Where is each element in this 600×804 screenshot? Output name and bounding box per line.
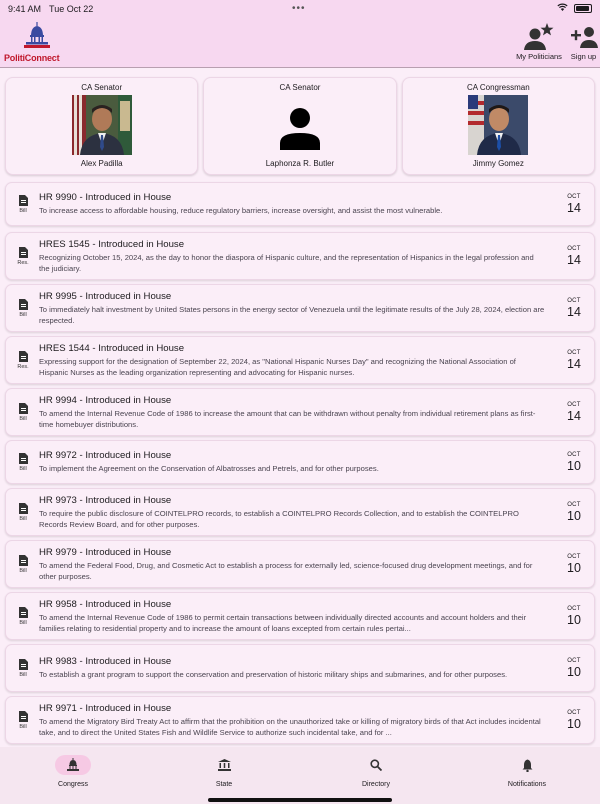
bill-title: HR 9994 - Introduced in House [39, 394, 172, 406]
document-icon [19, 247, 28, 258]
bill-day: 14 [567, 200, 581, 215]
bill-title: HR 9979 - Introduced in House [39, 546, 172, 558]
bill-type [12, 593, 34, 639]
bill-date [554, 233, 594, 279]
bill-type-label: Bill [19, 465, 27, 472]
bill-type-label: Bill [19, 515, 27, 522]
bill-date [554, 541, 594, 587]
nav-notifications[interactable] [487, 755, 567, 788]
bill-card[interactable] [5, 696, 595, 744]
bill-type-label: Bill [19, 723, 27, 730]
bill-day: 10 [567, 458, 581, 473]
bill-type-label: Bill [19, 619, 27, 626]
bank-icon [218, 759, 231, 771]
bill-type [12, 285, 34, 331]
bill-type-label: Bill [19, 567, 27, 574]
person-placeholder-icon [270, 95, 330, 155]
bill-card[interactable] [5, 592, 595, 640]
capitol-logo-icon [24, 22, 50, 50]
bill-description: To amend the Migratory Bird Treaty Act to affirm that the prohibition on the unauthorized take or killing of migratory birds of that Act includes incidental take, and to direct the United States Fish and Wildlife Service to authorize such incidental take, and for ... [39, 716, 541, 737]
document-icon [19, 351, 28, 362]
wifi-icon [557, 3, 568, 13]
app-logo[interactable] [4, 22, 70, 64]
bill-title: HRES 1544 - Introduced in House [39, 342, 185, 354]
bill-description: To require the public disclosure of COINTELPRO records, to establish a COINTELPRO Records Collection, and to establish the COINTELPRO Records Review Board, and for other purposes. [39, 508, 519, 529]
rep-title: CA Congressman [466, 83, 530, 92]
bill-description: To establish a grant program to support the conservation and preservation of historic military ships and submarines, and for other purposes. [39, 670, 508, 679]
bill-date [554, 441, 594, 483]
bill-description: To amend the Internal Revenue Code of 1986 to increase the amount that can be withdrawn without penalty from individual retirement plans as first-time homebuyer distributions. [39, 408, 536, 429]
rep-card-gomez[interactable] [402, 77, 595, 175]
bill-title: HR 9995 - Introduced in House [39, 290, 172, 302]
status-time: 9:41 AM [8, 4, 42, 14]
bill-card[interactable] [5, 284, 595, 332]
bill-description: To immediately halt investment by United States persons in the energy sector of Venezuela until the legitimate results of the July 28, 2024, election are respected. [39, 304, 545, 325]
bill-month: OCT [567, 297, 581, 304]
bill-description: To amend the Federal Food, Drug, and Cosmetic Act to establish a process for externally led, science-focused drug development meetings, and for other purposes. [39, 560, 533, 581]
bill-month: OCT [567, 501, 581, 508]
bill-date [554, 697, 594, 743]
bill-day: 14 [567, 408, 581, 423]
bill-description: To increase access to affordable housing, reduce regulatory barriers, increase oversight, and assist the most vulnerable. [39, 206, 443, 215]
bill-card[interactable] [5, 232, 595, 280]
app-brand-name: PolitiConnect [4, 53, 60, 63]
bill-type-label: Bill [19, 311, 27, 318]
bill-date [554, 645, 594, 691]
nav-label: State [215, 781, 233, 788]
bill-title: HR 9973 - Introduced in House [39, 494, 172, 506]
document-icon [19, 403, 28, 414]
home-indicator[interactable] [208, 798, 392, 802]
bill-card[interactable] [5, 644, 595, 692]
document-icon [19, 299, 28, 310]
bill-month: OCT [567, 553, 581, 560]
bill-type [12, 541, 34, 587]
representatives-row [5, 77, 595, 175]
nav-label: Congress [58, 781, 88, 788]
bill-type [12, 233, 34, 279]
document-icon [19, 503, 28, 514]
bill-card[interactable] [5, 440, 595, 484]
my-politicians-label: My Politicians [516, 52, 562, 61]
bill-type [12, 441, 34, 483]
bill-title: HR 9958 - Introduced in House [39, 598, 172, 610]
bell-icon [522, 759, 533, 772]
bill-month: OCT [567, 657, 581, 664]
rep-title: CA Senator [279, 83, 321, 92]
bill-description: To implement the Agreement on the Conservation of Albatrosses and Petrels, and for other purposes. [39, 464, 379, 473]
bill-title: HR 9971 - Introduced in House [39, 702, 172, 714]
app-bar [0, 18, 600, 68]
bill-description: To amend the Internal Revenue Code of 1986 to permit certain transactions between individually directed accounts and account holders and their families relating to residential property and to increase the amount of loans excepted from certain rules pertai... [39, 612, 527, 633]
rep-photo [72, 95, 132, 155]
bill-card[interactable] [5, 488, 595, 536]
bill-type-label: Bill [19, 671, 27, 678]
nav-congress[interactable] [33, 755, 113, 788]
bill-month: OCT [567, 401, 581, 408]
my-politicians-button[interactable] [514, 22, 564, 61]
status-bar [0, 0, 600, 18]
person-star-icon [524, 23, 554, 51]
bill-type [12, 645, 34, 691]
nav-state[interactable] [184, 755, 264, 788]
document-icon [19, 607, 28, 618]
bill-day: 10 [567, 560, 581, 575]
rep-name: Laphonza R. Butler [265, 159, 335, 168]
rep-card-padilla[interactable] [5, 77, 198, 175]
bill-month: OCT [567, 451, 581, 458]
document-icon [19, 195, 28, 206]
bill-date [554, 337, 594, 383]
battery-icon [574, 4, 592, 13]
rep-card-butler[interactable] [203, 77, 396, 175]
bill-month: OCT [567, 193, 581, 200]
bill-date [554, 489, 594, 535]
capitol-icon [66, 758, 80, 772]
multitasking-dots[interactable]: ••• [292, 3, 306, 14]
bill-day: 10 [567, 612, 581, 627]
bill-title: HR 9990 - Introduced in House [39, 192, 172, 203]
person-add-icon [570, 25, 598, 49]
nav-label: Directory [361, 781, 390, 788]
bill-card[interactable] [5, 336, 595, 384]
bill-day: 14 [567, 252, 581, 267]
bill-type-label: Bill [19, 207, 27, 214]
bill-date [554, 183, 594, 225]
document-icon [19, 453, 28, 464]
sign-up-button[interactable] [567, 22, 600, 61]
sign-up-label: Sign up [570, 52, 597, 61]
bill-day: 10 [567, 716, 581, 731]
rep-photo [468, 95, 528, 155]
rep-title: CA Senator [81, 83, 123, 92]
bill-description: Recognizing October 15, 2024, as the day to honor the diaspora of Hispanic culture, and the representation of Hispanics in the legal profession and the judiciary. [39, 252, 534, 273]
nav-label: Notifications [507, 781, 547, 788]
bill-month: OCT [567, 349, 581, 356]
bill-type [12, 337, 34, 383]
bill-date [554, 593, 594, 639]
bill-month: OCT [567, 245, 581, 252]
bill-type [12, 489, 34, 535]
bill-title: HR 9972 - Introduced in House [39, 450, 172, 461]
bill-title: HRES 1545 - Introduced in House [39, 238, 185, 250]
bill-card[interactable] [5, 182, 595, 226]
bill-date [554, 285, 594, 331]
bill-month: OCT [567, 605, 581, 612]
status-date: Tue Oct 22 [49, 4, 94, 14]
bill-day: 14 [567, 356, 581, 371]
bill-type-label: Res. [17, 259, 29, 266]
bill-title: HR 9983 - Introduced in House [39, 656, 172, 667]
bill-card[interactable] [5, 388, 595, 436]
bill-month: OCT [567, 709, 581, 716]
rep-name: Alex Padilla [80, 159, 123, 168]
bill-card[interactable] [5, 540, 595, 588]
bill-type [12, 183, 34, 225]
bill-type-label: Res. [17, 363, 29, 370]
bill-type [12, 697, 34, 743]
bill-type [12, 389, 34, 435]
bill-description: Expressing support for the designation of September 22, 2024, as "National Hispanic Nurses Day" and recognizing the National Association of Hispanic Nurses as the leading organization representing and advocating for Hispanic nurses. [39, 356, 516, 377]
document-icon [19, 711, 28, 722]
search-icon [370, 759, 382, 771]
bill-day: 14 [567, 304, 581, 319]
nav-directory[interactable] [336, 755, 416, 788]
bill-day: 10 [567, 508, 581, 523]
document-icon [19, 659, 28, 670]
document-icon [19, 555, 28, 566]
bill-type-label: Bill [19, 415, 27, 422]
bottom-navigation [0, 747, 600, 804]
bill-date [554, 389, 594, 435]
bill-day: 10 [567, 664, 581, 679]
rep-photo [270, 95, 330, 155]
rep-name: Jimmy Gomez [472, 159, 524, 168]
